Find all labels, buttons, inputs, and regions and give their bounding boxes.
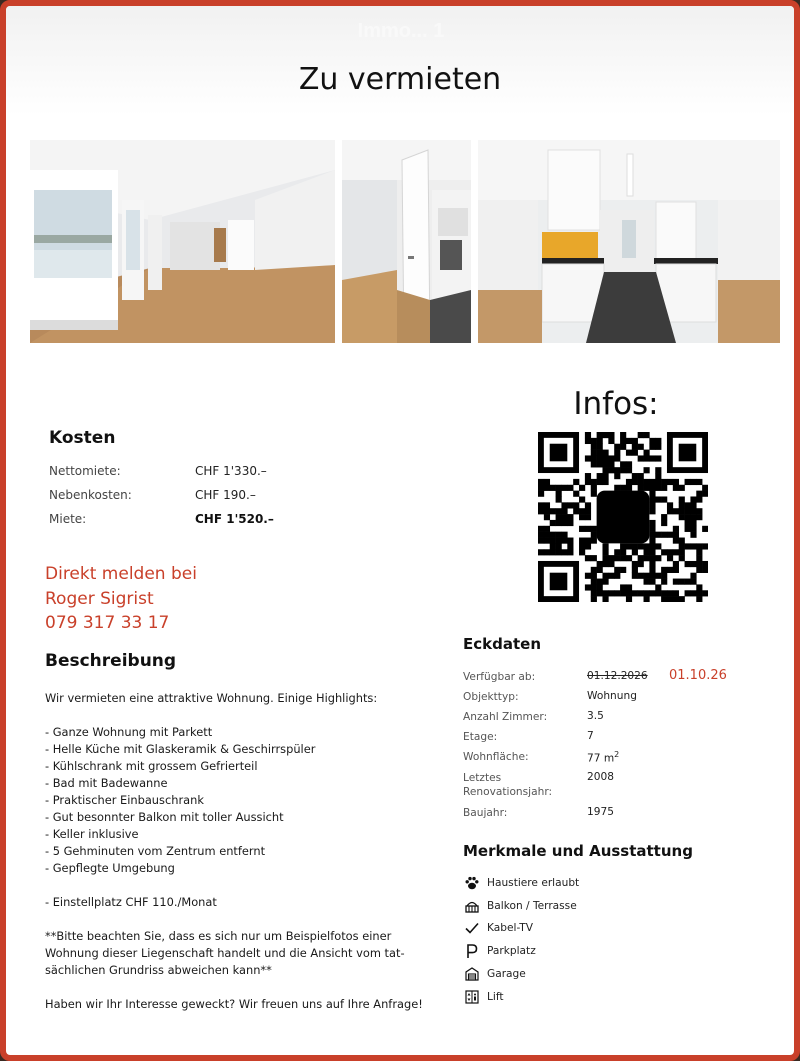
- area-unit-exponent: 2: [614, 750, 620, 759]
- fact-label: Anzahl Zimmer:: [463, 711, 548, 723]
- highlight-item: - Keller inklusive: [45, 827, 139, 841]
- feature-label: Kabel-TV: [487, 922, 534, 934]
- kitchen-photo: [478, 140, 780, 343]
- photo-disclaimer: **Bitte beachten Sie, dass es sich nur um Beispielfotos einer: [45, 929, 392, 943]
- fact-value-old-date: 01.12.2026: [587, 670, 648, 682]
- checkmark-icon: [464, 920, 480, 936]
- photo-disclaimer: Wohnung dieser Liegenschaft handelt und die Ansicht vom tat-: [45, 946, 405, 960]
- cost-label: Nebenkosten:: [49, 488, 132, 502]
- fact-label: Wohnfläche:: [463, 751, 529, 763]
- fact-label: Objekttyp:: [463, 691, 519, 703]
- feature-label: Balkon / Terrasse: [487, 900, 577, 912]
- cost-value: CHF 190.–: [195, 488, 256, 502]
- fact-value-new-date: 01.10.26: [669, 668, 727, 683]
- highlight-item: - Gut besonnter Balkon mit toller Aussicht: [45, 810, 284, 824]
- highlight-item: - Kühlschrank mit grossem Gefrierteil: [45, 759, 258, 773]
- fact-value: 3.5: [587, 710, 604, 722]
- balcony-icon: [464, 898, 480, 914]
- fact-label-line: Renovationsjahr:: [463, 786, 553, 798]
- cost-value-total: CHF 1'520.–: [195, 512, 274, 526]
- feature-label: Parkplatz: [487, 945, 536, 957]
- highlight-item: - Gepflegte Umgebung: [45, 861, 175, 875]
- fact-label: Verfügbar ab:: [463, 671, 536, 683]
- description-intro: Wir vermieten eine attraktive Wohnung. Einige Highlights:: [45, 691, 378, 705]
- fact-label-line: Letztes: [463, 772, 502, 784]
- parking-icon: [464, 943, 480, 959]
- fact-label: [463, 771, 583, 799]
- fact-value: Wohnung: [587, 690, 637, 702]
- fact-value: 7: [587, 730, 594, 742]
- merkmale-heading: Merkmale und Ausstattung: [463, 842, 693, 860]
- page-title: Zu vermieten: [298, 62, 502, 97]
- contact-name: Roger Sigrist: [45, 588, 154, 609]
- fact-value: 2008: [587, 771, 614, 783]
- highlight-item: - Bad mit Badewanne: [45, 776, 168, 790]
- photo-disclaimer: sächlichen Grundriss abweichen kann**: [45, 963, 272, 977]
- highlight-item: - Praktischer Einbauschrank: [45, 793, 204, 807]
- cost-label: Miete:: [49, 512, 87, 526]
- highlight-item: - Ganze Wohnung mit Parkett: [45, 725, 213, 739]
- feature-label: Haustiere erlaubt: [487, 877, 580, 889]
- fact-value: [587, 750, 727, 765]
- contact-phone[interactable]: 079 317 33 17: [45, 613, 170, 633]
- paw-icon: [464, 875, 480, 891]
- fact-label: Etage:: [463, 731, 498, 743]
- area-value: 77 m: [587, 752, 615, 765]
- eckdaten-heading: Eckdaten: [463, 635, 541, 653]
- infos-heading: Infos:: [573, 386, 659, 422]
- hallway-photo: [342, 140, 471, 343]
- fact-label: Baujahr:: [463, 807, 508, 819]
- elevator-icon: [464, 989, 480, 1005]
- contact-block: [45, 562, 345, 636]
- cost-label: Nettomiete:: [49, 464, 121, 478]
- feature-label: Lift: [487, 991, 504, 1003]
- contact-intro: Direkt melden bei: [45, 564, 197, 584]
- watermark-logo: Immo... 1: [357, 20, 445, 42]
- parking-price: - Einstellplatz CHF 110./Monat: [45, 895, 217, 909]
- kosten-heading: Kosten: [49, 428, 116, 448]
- highlight-item: - 5 Gehminuten vom Zentrum entfernt: [45, 844, 266, 858]
- cost-value: CHF 1'330.–: [195, 464, 267, 478]
- description-text: [45, 690, 425, 1013]
- garage-icon: [464, 966, 480, 982]
- beschreibung-heading: Beschreibung: [45, 651, 177, 671]
- qr-code: [538, 432, 708, 602]
- feature-label: Garage: [487, 968, 526, 980]
- highlight-item: - Helle Küche mit Glaskeramik & Geschirrspüler: [45, 742, 316, 756]
- closing-text: Haben wir Ihr Interesse geweckt? Wir freuen uns auf Ihre Anfrage!: [45, 997, 423, 1011]
- living-room-photo: [30, 140, 335, 343]
- fact-value: 1975: [587, 806, 614, 818]
